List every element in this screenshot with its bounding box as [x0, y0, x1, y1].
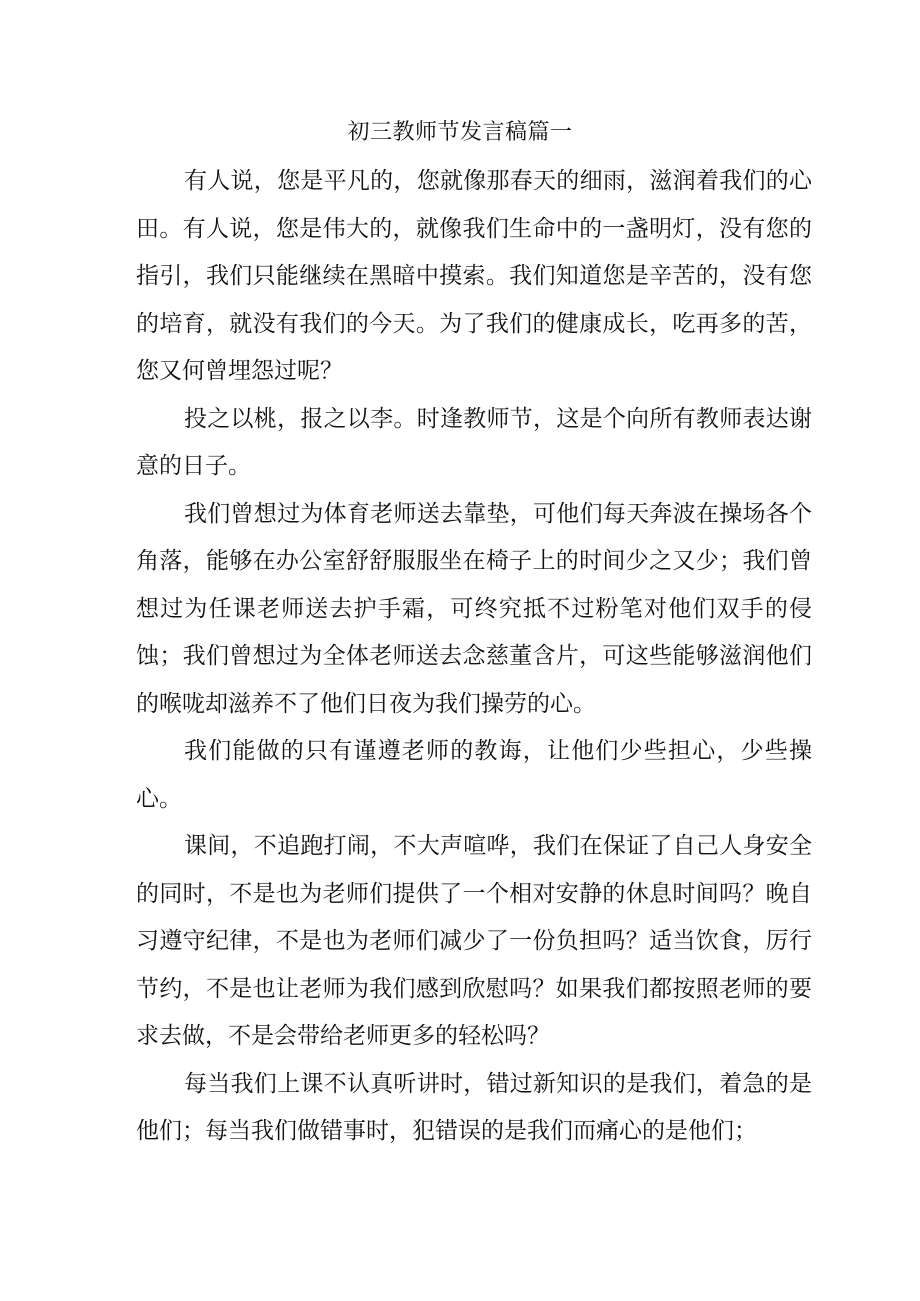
paragraph-4: 我们能做的只有谨遵老师的教诲，让他们少些担心，少些操心。	[136, 738, 812, 812]
document-body	[136, 158, 812, 1156]
paragraph-5: 课间，不追跑打闹，不大声喧哗，我们在保证了自己人身安全的同时，不是也为老师们提供了一个相对安静的休息时间吗？晚自习遵守纪律，不是也为老师们减少了一份负担吗？适当饮食，厉行节约，不是也让老师为我们感到欣慰吗？如果我们都按照老师的要求去做，不是会带给老师更多的轻松吗？	[136, 833, 812, 1049]
paragraph-2: 投之以桃，报之以李。时逢教师节，这是个向所有教师表达谢意的日子。	[136, 405, 812, 479]
document-title: 初三教师节发言稿篇一	[347, 120, 573, 145]
paragraph-6: 每当我们上课不认真听讲时，错过新知识的是我们，着急的是他们；每当我们做错事时，犯错误的是我们而痛心的是他们；	[136, 1070, 812, 1144]
paragraph-3: 我们曾想过为体育老师送去靠垫，可他们每天奔波在操场各个角落，能够在办公室舒舒服服坐在椅子上的时间少之又少；我们曾想过为任课老师送去护手霜，可终究抵不过粉笔对他们双手的侵蚀；我们曾想过为全体老师送去念慈董含片，可这些能够滋润他们的喉咙却滋养不了他们日夜为我们操劳的心。	[136, 500, 812, 717]
paragraph-1: 有人说，您是平凡的，您就像那春天的细雨，滋润着我们的心田。有人说，您是伟大的，就像我们生命中的一盏明灯，没有您的指引，我们只能继续在黑暗中摸索。我们知道您是辛苦的，没有您的培育，就没有我们的今天。为了我们的健康成长，吃再多的苦，您又何曾埋怨过呢？	[136, 168, 812, 384]
